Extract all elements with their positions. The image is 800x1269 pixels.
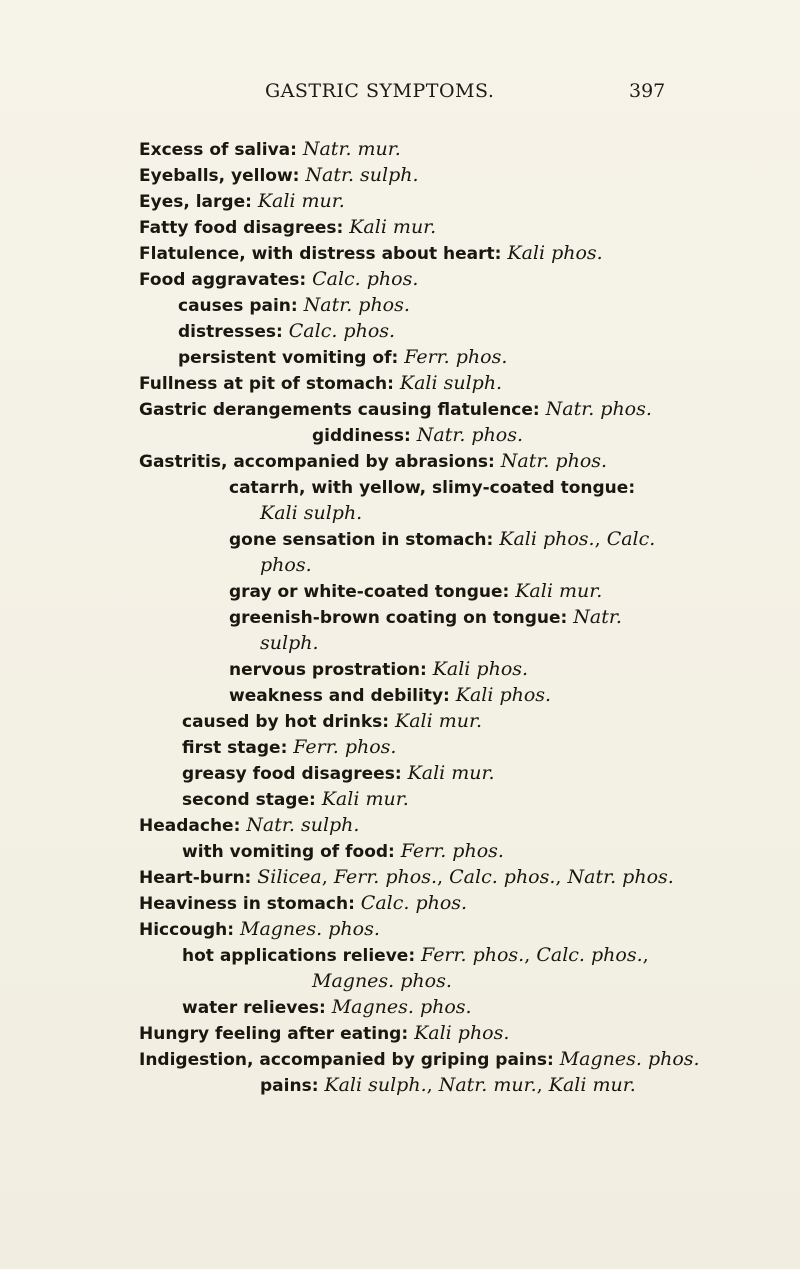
- index-entry: [178, 293, 410, 317]
- remedy: Kali mur.: [321, 788, 409, 810]
- remedy: Kali phos.: [499, 528, 595, 550]
- index-entry: [178, 345, 507, 369]
- remedy: Kali mur.: [257, 190, 345, 212]
- symptom-label: catarrh, with yellow, slimy-coated tongue:: [229, 478, 636, 498]
- remedy: Natr. mur.: [438, 1074, 537, 1096]
- remedy: Ferr. phos.: [404, 346, 508, 368]
- remedy: Ferr. phos.: [293, 736, 397, 758]
- index-entry-continuation: [260, 501, 362, 525]
- index-entry: [139, 397, 652, 421]
- index-entry: [182, 709, 482, 733]
- remedy: Natr. phos.: [500, 450, 608, 472]
- index-entry: [182, 761, 495, 785]
- index-entry: [229, 657, 528, 681]
- index-entry: gone sensation in stomach: Kali phos., Calc.: [229, 528, 656, 550]
- index-entry: [139, 215, 436, 239]
- symptom-label: weakness and debility:: [229, 686, 456, 706]
- index-entry: [229, 683, 551, 707]
- symptom-label: distresses:: [178, 322, 289, 342]
- index-entry: [139, 917, 380, 941]
- index-entry: [182, 995, 472, 1019]
- index-entry: [229, 579, 602, 603]
- remedy: Natr.: [573, 606, 622, 628]
- remedy: Natr. mur.: [302, 138, 401, 160]
- symptom-label: Hiccough:: [139, 920, 240, 940]
- remedy: Kali sulph.: [324, 1074, 427, 1096]
- symptom-label: Gastric derangements causing flatulence:: [139, 400, 546, 420]
- remedy: Calc. phos.: [288, 320, 396, 342]
- remedy: Ferr. phos.: [333, 866, 438, 888]
- index-entry: [139, 1021, 509, 1045]
- index-entry: hot applications relieve: Ferr. phos., Calc. phos.,: [182, 944, 649, 966]
- remedy: Natr. phos.: [567, 866, 674, 888]
- remedy: Natr. phos.: [303, 294, 410, 316]
- remedy: Natr. phos.: [416, 424, 524, 446]
- index-entry: [139, 813, 359, 837]
- remedy: Magnes. phos.: [312, 970, 452, 992]
- symptom-label: Headache:: [139, 816, 247, 836]
- index-entry-continuation: [312, 969, 452, 993]
- symptom-label: Heaviness in stomach:: [139, 894, 361, 914]
- symptom-label: Fatty food disagrees:: [139, 218, 350, 238]
- remedy: Natr. phos.: [545, 398, 652, 420]
- index-entry: [178, 319, 395, 343]
- remedy: Kali phos.: [432, 658, 529, 680]
- remedy: Kali sulph.: [399, 372, 503, 394]
- symptom-label: Gastritis, accompanied by abrasions:: [139, 452, 501, 472]
- remedy: Natr. sulph.: [305, 164, 419, 186]
- remedy: Magnes. phos.: [559, 1048, 700, 1070]
- symptom-label: Indigestion, accompanied by griping pains:: [139, 1050, 560, 1070]
- index-entry: pains: Kali sulph., Natr. mur., Kali mur.: [260, 1074, 636, 1096]
- index-entry: [139, 241, 603, 265]
- remedy: Calc.: [606, 528, 656, 550]
- page-title: GASTRIC SYMPTOMS.: [265, 80, 495, 102]
- remedy: Calc. phos.: [449, 866, 556, 888]
- symptom-label: giddiness:: [312, 426, 417, 446]
- index-entry: [139, 371, 502, 395]
- symptom-label: second stage:: [182, 790, 322, 810]
- symptom-label: nervous prostration:: [229, 660, 433, 680]
- symptom-label: greasy food disagrees:: [182, 764, 408, 784]
- symptom-label: gone sensation in stomach:: [229, 530, 500, 550]
- remedy: Kali mur.: [395, 710, 483, 732]
- symptom-label: Excess of saliva:: [139, 140, 303, 160]
- symptom-label: with vomiting of food:: [182, 842, 401, 862]
- remedy: Kali mur.: [349, 216, 437, 238]
- symptom-label: hot applications relieve:: [182, 946, 422, 966]
- index-entry: [139, 1047, 700, 1071]
- symptom-label: caused by hot drinks:: [182, 712, 396, 732]
- index-entry: [139, 449, 607, 473]
- page-number: 397: [629, 80, 666, 102]
- index-entry: [229, 475, 635, 499]
- remedy: Kali mur.: [407, 762, 495, 784]
- remedy: Magnes. phos.: [331, 996, 472, 1018]
- symptom-label: water relieves:: [182, 998, 332, 1018]
- symptom-label: Heart-burn:: [139, 868, 258, 888]
- symptom-label: Fullness at pit of stomach:: [139, 374, 400, 394]
- remedy: Calc. phos.: [536, 944, 643, 966]
- symptom-label: first stage:: [182, 738, 294, 758]
- index-entry: Heart-burn: Silicea, Ferr. phos., Calc. phos., Natr. phos.: [139, 866, 674, 888]
- index-entry: [182, 787, 409, 811]
- symptom-label: persistent vomiting of:: [178, 348, 405, 368]
- remedy: Kali mur.: [548, 1074, 636, 1096]
- remedy: Silicea: [257, 866, 322, 888]
- remedy: Calc. phos.: [312, 268, 419, 290]
- remedy: phos.: [260, 554, 312, 576]
- remedy: Kali phos.: [455, 684, 552, 706]
- index-entry: [139, 189, 345, 213]
- remedy: Natr. sulph.: [246, 814, 360, 836]
- symptom-label: Flatulence, with distress about heart:: [139, 244, 508, 264]
- remedy: Ferr. phos.: [400, 840, 504, 862]
- index-entry: [182, 839, 504, 863]
- index-entry: [229, 605, 622, 629]
- remedy: Kali mur.: [515, 580, 603, 602]
- symptom-label: Food aggravates:: [139, 270, 313, 290]
- remedy: Kali sulph.: [260, 502, 363, 524]
- remedy: Kali phos.: [507, 242, 603, 264]
- index-entry: [139, 137, 401, 161]
- index-entry: [312, 423, 523, 447]
- remedy: Ferr. phos.: [421, 944, 525, 966]
- remedy: sulph.: [260, 632, 319, 654]
- remedy: Calc. phos.: [360, 892, 468, 914]
- remedy: Magnes. phos.: [239, 918, 380, 940]
- index-entry: [182, 735, 396, 759]
- index-entry: [139, 891, 467, 915]
- symptom-label: greenish-brown coating on tongue:: [229, 608, 574, 628]
- symptom-label: Hungry feeling after eating:: [139, 1024, 415, 1044]
- index-entry-continuation: [260, 631, 319, 655]
- index-entry-continuation: [260, 553, 312, 577]
- symptom-label: gray or white-coated tongue:: [229, 582, 516, 602]
- symptom-label: Eyes, large:: [139, 192, 258, 212]
- symptom-label: causes pain:: [178, 296, 304, 316]
- index-entry: [139, 267, 418, 291]
- index-entry: [139, 163, 419, 187]
- remedy: Kali phos.: [414, 1022, 510, 1044]
- symptom-label: Eyeballs, yellow:: [139, 166, 306, 186]
- symptom-label: pains:: [260, 1076, 325, 1096]
